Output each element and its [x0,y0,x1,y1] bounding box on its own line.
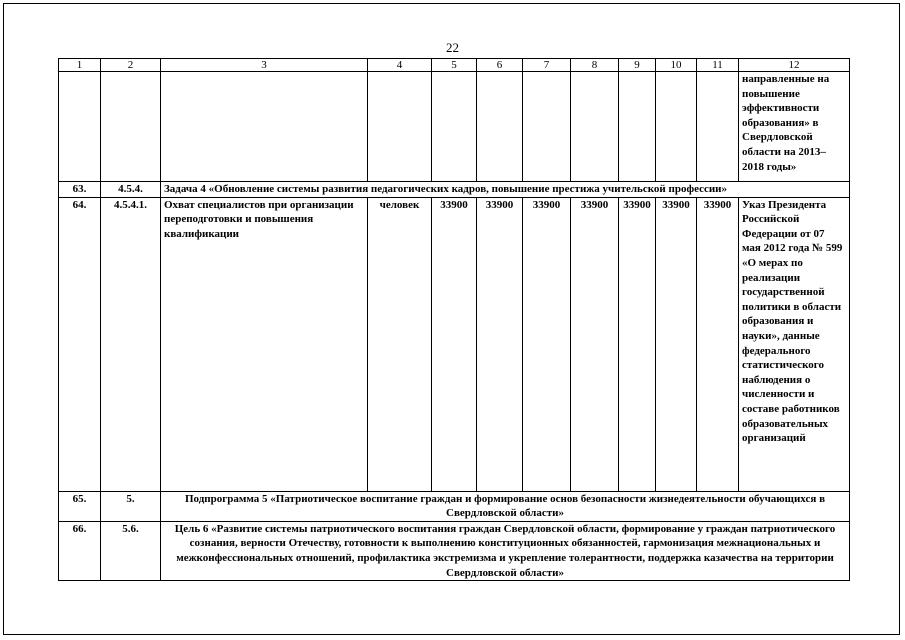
table-row-continued [59,72,850,182]
row-number: 65. [59,491,101,521]
task-title: Задача 4 «Обновление системы развития педагогических кадров, повышение престижа учительской профессии» [161,182,850,198]
row-number: 63. [59,182,101,198]
header-cell: 5 [432,59,477,72]
row-number: 66. [59,521,101,580]
header-cell: 10 [656,59,697,72]
table-row-66 [59,521,850,580]
header-cell: 6 [477,59,523,72]
subprogram-title: Подпрограмма 5 «Патриотическое воспитание граждан и формирование основ безопасности жизнедеятельности обучающихся в Свердловской области» [161,491,850,521]
header-cell: 7 [523,59,571,72]
table-row-64 [59,197,850,491]
source-cell: Указ Президента Российской Федерации от 07 мая 2012 года № 599 «О мерах по реализации государственной политики в области образования и науки», данные федерального статистического наблюдения о численности и составе работников образовательных организаций [739,197,850,491]
header-cell: 12 [739,59,850,72]
value-cell: 33900 [523,197,571,491]
source-cell: направленные на повышение эффективности образования» в Свердловской области на 2013–2018 годы» [739,72,850,182]
header-row [59,59,850,72]
row-code: 4.5.4.1. [101,197,161,491]
header-cell: 8 [571,59,619,72]
value-cell: 33900 [619,197,656,491]
page-number: 22 [446,40,459,55]
row-code: 5. [101,491,161,521]
indicator-name: Охват специалистов при организации переподготовки и повышения квалификации [161,197,368,491]
header-cell: 3 [161,59,368,72]
value-cell: 33900 [697,197,739,491]
header-cell: 4 [368,59,432,72]
row-code: 4.5.4. [101,182,161,198]
row-code: 5.6. [101,521,161,580]
table-row-63 [59,182,850,198]
row-number: 64. [59,197,101,491]
header-cell: 9 [619,59,656,72]
goal-title: Цель 6 «Развитие системы патриотического воспитания граждан Свердловской области, формирование у граждан патриотического сознания, верности Отечеству, готовности к выполнению конституционных обязанностей, гармонизация межнациональных и межконфессиональных отношений, профилактика экстремизма и укрепление толерантности, поддержка казачества на территории Свердловской области» [161,521,850,580]
table-row-65 [59,491,850,521]
header-cell: 2 [101,59,161,72]
unit-cell: человек [368,197,432,491]
header-cell: 1 [59,59,101,72]
header-cell: 11 [697,59,739,72]
value-cell: 33900 [571,197,619,491]
value-cell: 33900 [656,197,697,491]
value-cell: 33900 [432,197,477,491]
value-cell: 33900 [477,197,523,491]
indicators-table [58,58,850,581]
